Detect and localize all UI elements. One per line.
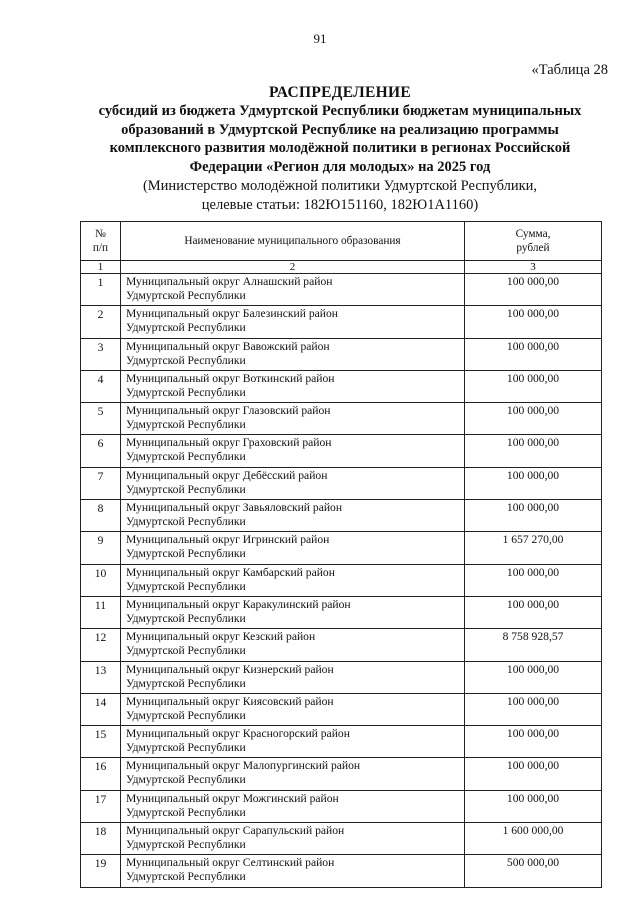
table-row [81, 532, 602, 564]
ministry-note [60, 177, 620, 214]
table-row [81, 823, 602, 855]
municipality-name [121, 500, 465, 532]
municipality-region-line: Удмуртской Республики [126, 676, 246, 690]
table-body [81, 274, 602, 888]
row-number: 5 [81, 403, 121, 435]
subsidy-amount: 500 000,00 [465, 855, 602, 887]
municipality-region-line: Удмуртской Республики [126, 450, 246, 464]
municipality-name-line: Муниципальный округ Селтинский район [126, 856, 335, 870]
municipality-name-line: Муниципальный округ Воткинский район [126, 371, 335, 385]
header-num-label: п/п [92, 242, 109, 254]
municipality-name [121, 532, 465, 564]
municipality-name [121, 855, 465, 887]
municipality-name-line: Муниципальный округ Киясовский район [126, 694, 334, 708]
header-sum-label: Сумма, [515, 228, 551, 240]
municipality-region-line: Удмуртской Республики [126, 321, 246, 335]
subsidy-amount: 1 657 270,00 [465, 532, 602, 564]
table-row [81, 661, 602, 693]
row-number: 4 [81, 370, 121, 402]
municipality-region-line: Удмуртской Республики [126, 418, 246, 432]
municipality-name [121, 790, 465, 822]
ministry-line: целевые статьи: 182Ю151160, 182Ю1А1160) [201, 196, 479, 213]
row-number: 11 [81, 596, 121, 628]
header-num [81, 222, 121, 261]
subtitle-line: комплексного развития молодёжной политики в регионах Российской [109, 140, 571, 156]
row-number: 2 [81, 306, 121, 338]
municipality-name-line: Муниципальный округ Каракулинский район [126, 597, 351, 611]
table-row [81, 338, 602, 370]
municipality-name-line: Муниципальный округ Граховский район [126, 436, 332, 450]
municipality-region-line: Удмуртской Республики [126, 353, 246, 367]
table-row [81, 467, 602, 499]
municipality-name [121, 306, 465, 338]
subsidy-amount: 100 000,00 [465, 661, 602, 693]
municipality-region-line: Удмуртской Республики [126, 385, 246, 399]
subsidy-amount: 100 000,00 [465, 758, 602, 790]
municipality-region-line: Удмуртской Республики [126, 644, 246, 658]
municipality-region-line: Удмуртской Республики [126, 838, 246, 852]
municipality-region-line: Удмуртской Республики [126, 547, 246, 561]
municipality-name-line: Муниципальный округ Сарапульский район [126, 824, 345, 838]
subsidy-amount: 100 000,00 [465, 338, 602, 370]
subtitle-line: Федерации «Регион для молодых» на 2025 год [189, 158, 491, 175]
subsidy-amount: 100 000,00 [465, 596, 602, 628]
row-number: 10 [81, 564, 121, 596]
municipality-name [121, 823, 465, 855]
table-row [81, 629, 602, 661]
table-row [81, 306, 602, 338]
subsidy-amount: 100 000,00 [465, 467, 602, 499]
subsidy-amount: 100 000,00 [465, 274, 602, 306]
document-subtitle [60, 102, 620, 176]
municipality-region-line: Удмуртской Республики [126, 289, 246, 302]
header-sum-unit: рублей [516, 242, 550, 254]
municipality-name-line: Муниципальный округ Балезинский район [126, 307, 338, 321]
municipality-name [121, 758, 465, 790]
municipality-name-line: Муниципальный округ Дебёсский район [126, 468, 328, 482]
municipality-name-line: Муниципальный округ Красногорский район [126, 727, 350, 741]
subsidy-amount: 100 000,00 [465, 306, 602, 338]
column-index: 1 [81, 261, 121, 274]
municipality-region-line: Удмуртской Республики [126, 482, 246, 496]
municipality-region-line: Удмуртской Республики [126, 741, 246, 755]
municipality-name [121, 338, 465, 370]
subsidy-amount: 100 000,00 [465, 500, 602, 532]
municipality-region-line: Удмуртской Республики [126, 611, 246, 625]
row-number: 13 [81, 661, 121, 693]
subtitle-line: субсидий из бюджета Удмуртской Республики бюджетам муниципальных [98, 103, 582, 119]
row-number: 1 [81, 274, 121, 306]
municipality-name [121, 370, 465, 402]
table-row [81, 693, 602, 725]
subtitle-line: образований в Удмуртской Республике на реализацию программы [121, 121, 559, 138]
table-row [81, 370, 602, 402]
subsidy-amount: 8 758 928,57 [465, 629, 602, 661]
municipality-name [121, 726, 465, 758]
header-num-symbol: № [95, 228, 106, 240]
municipality-name [121, 661, 465, 693]
subsidy-amount: 100 000,00 [465, 435, 602, 467]
municipality-name [121, 564, 465, 596]
municipality-name-line: Муниципальный округ Малопургинский район [126, 759, 361, 773]
municipality-name [121, 629, 465, 661]
table-row [81, 435, 602, 467]
table-row [81, 500, 602, 532]
municipality-name-line: Муниципальный округ Глазовский район [126, 404, 331, 418]
row-number: 16 [81, 758, 121, 790]
municipality-name [121, 403, 465, 435]
municipality-region-line: Удмуртской Республики [126, 579, 246, 593]
subsidy-amount: 100 000,00 [465, 693, 602, 725]
municipality-name [121, 435, 465, 467]
municipality-region-line: Удмуртской Республики [126, 870, 246, 884]
row-number: 3 [81, 338, 121, 370]
table-row [81, 403, 602, 435]
header-name: Наименование муниципального образования [121, 222, 465, 261]
row-number: 15 [81, 726, 121, 758]
municipality-name-line: Муниципальный округ Камбарский район [126, 565, 335, 579]
table-header-row [81, 222, 602, 261]
row-number: 6 [81, 435, 121, 467]
municipality-region-line: Удмуртской Республики [126, 708, 246, 722]
municipality-name-line: Муниципальный округ Завьяловский район [126, 501, 343, 515]
page-number: 91 [313, 31, 327, 46]
municipality-region-line: Удмуртской Республики [126, 805, 246, 819]
row-number: 7 [81, 467, 121, 499]
document-title: РАСПРЕДЕЛЕНИЕ [269, 84, 411, 101]
row-number: 17 [81, 790, 121, 822]
municipality-name [121, 274, 465, 306]
row-number: 8 [81, 500, 121, 532]
municipality-name-line: Муниципальный округ Кезский район [126, 630, 316, 644]
subsidy-amount: 100 000,00 [465, 370, 602, 402]
table-row [81, 564, 602, 596]
municipality-region-line: Удмуртской Республики [126, 773, 246, 787]
row-number: 12 [81, 629, 121, 661]
table-row [81, 274, 602, 306]
header-sum [465, 222, 602, 261]
table-row [81, 596, 602, 628]
column-index-row [81, 261, 602, 274]
title-block [60, 83, 620, 214]
municipality-name-line: Муниципальный округ Можгинский район [126, 791, 339, 805]
municipality-name [121, 596, 465, 628]
column-index: 3 [465, 261, 602, 274]
subsidy-amount: 1 600 000,00 [465, 823, 602, 855]
municipality-region-line: Удмуртской Республики [126, 515, 246, 529]
municipality-name [121, 467, 465, 499]
table-row [81, 855, 602, 887]
table-row [81, 790, 602, 822]
municipality-name-line: Муниципальный округ Кизнерский район [126, 662, 334, 676]
municipality-name-line: Муниципальный округ Алнашский район [126, 275, 333, 288]
row-number: 19 [81, 855, 121, 887]
ministry-line: (Министерство молодёжной политики Удмуртской Республики, [142, 178, 538, 194]
row-number: 9 [81, 532, 121, 564]
distribution-table [80, 221, 602, 888]
row-number: 18 [81, 823, 121, 855]
table-row [81, 758, 602, 790]
municipality-name-line: Муниципальный округ Игринский район [126, 533, 330, 547]
subsidy-amount: 100 000,00 [465, 726, 602, 758]
municipality-name [121, 693, 465, 725]
column-index: 2 [121, 261, 465, 274]
subsidy-amount: 100 000,00 [465, 403, 602, 435]
subsidy-amount: 100 000,00 [465, 790, 602, 822]
table-row [81, 726, 602, 758]
subsidy-amount: 100 000,00 [465, 564, 602, 596]
row-number: 14 [81, 693, 121, 725]
municipality-name-line: Муниципальный округ Вавожский район [126, 339, 330, 353]
table-caption: «Таблица 28 [531, 62, 608, 78]
